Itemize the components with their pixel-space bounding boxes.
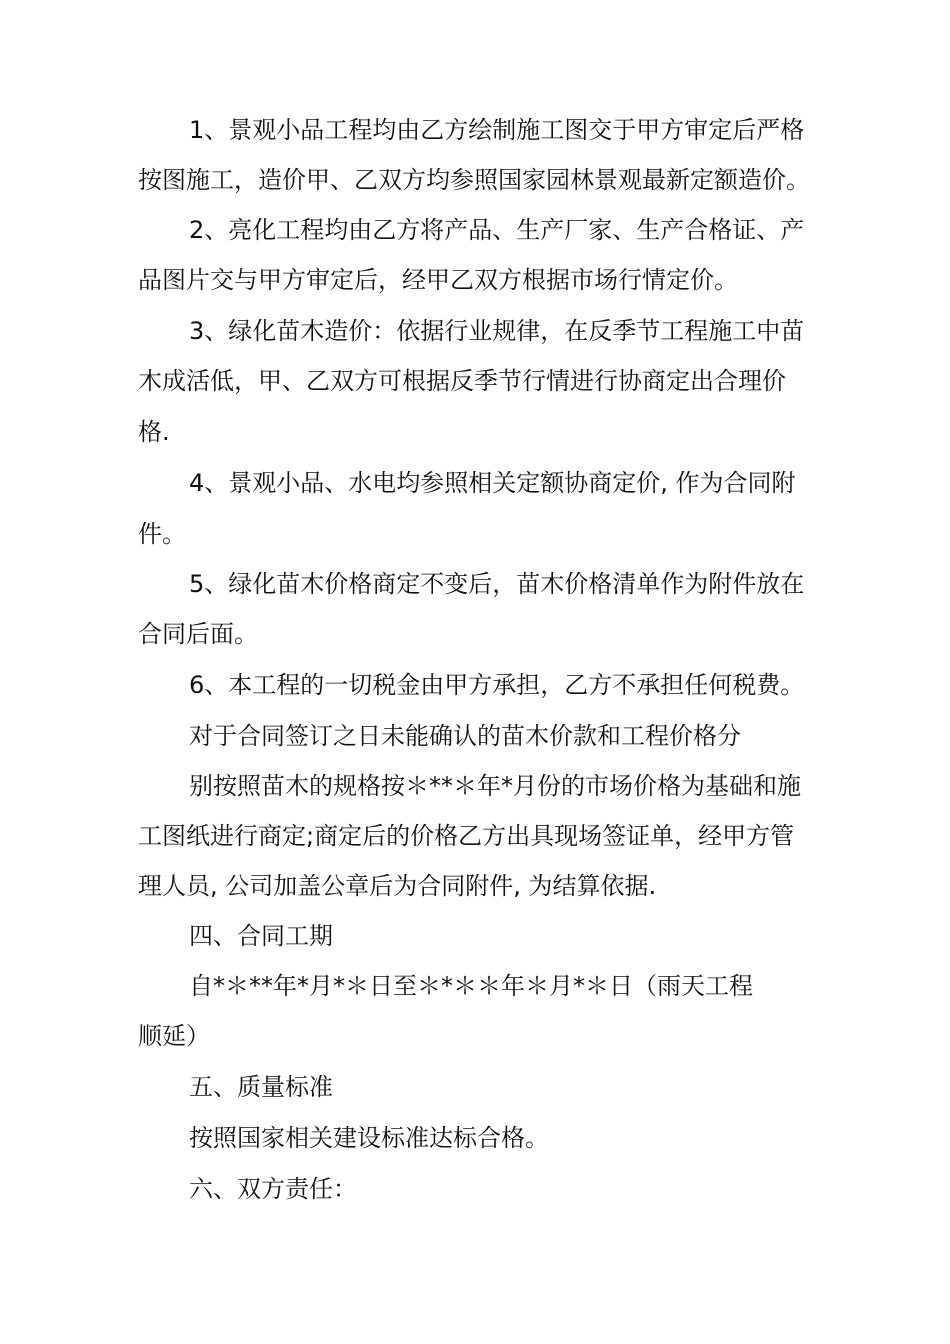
quality-standard-text: 按照国家相关建设标准达标合格。 <box>189 1124 549 1152</box>
contract-period-line-2: 顺延） <box>138 1022 210 1050</box>
paragraph-1-line-1: 1、景观小品工程均由乙方绘制施工图交于甲方审定后严格 <box>189 116 805 144</box>
paragraph-7-line-2: 别按照苗木的规格按＊**＊年*月份的市场价格为基础和施 <box>189 772 801 800</box>
section-heading-contract-period: 四、合同工期 <box>189 922 333 950</box>
paragraph-3-line-2: 木成活低，甲、乙双方可根据反季节行情进行协商定出合理价 <box>138 367 786 395</box>
paragraph-4-line-1: 4、景观小品、水电均参照相关定额协商定价, 作为合同附 <box>189 469 796 497</box>
paragraph-2-line-1: 2、亮化工程均由乙方将产品、生产厂家、生产合格证、产 <box>189 216 805 244</box>
section-heading-quality-standard: 五、质量标准 <box>189 1073 333 1101</box>
paragraph-5-line-2: 合同后面。 <box>138 620 258 648</box>
contract-period-line-1: 自*＊**年*月*＊日至＊*＊＊年＊月*＊日（雨天工程 <box>189 972 753 1000</box>
paragraph-2-line-2: 品图片交与甲方审定后，经甲乙双方根据市场行情定价。 <box>138 266 738 294</box>
paragraph-7-line-3: 工图纸进行商定;商定后的价格乙方出具现场签证单，经甲方管 <box>138 822 795 850</box>
paragraph-3-line-3: 格. <box>138 418 170 446</box>
paragraph-5-line-1: 5、绿化苗木价格商定不变后，苗木价格清单作为附件放在 <box>189 570 805 598</box>
paragraph-6-line-1: 6、本工程的一切税金由甲方承担，乙方不承担任何税费。 <box>189 671 805 699</box>
section-heading-responsibilities: 六、双方责任： <box>189 1175 357 1203</box>
paragraph-4-line-2: 件。 <box>138 520 186 548</box>
paragraph-1-line-2: 按图施工，造价甲、乙双方均参照国家园林景观最新定额造价。 <box>138 166 810 194</box>
paragraph-7-line-4: 理人员, 公司加盖公章后为合同附件, 为结算依据. <box>138 872 657 900</box>
paragraph-7-line-1: 对于合同签订之日未能确认的苗木价款和工程价格分 <box>189 722 741 750</box>
paragraph-3-line-1: 3、绿化苗木造价：依据行业规律，在反季节工程施工中苗 <box>189 317 805 345</box>
